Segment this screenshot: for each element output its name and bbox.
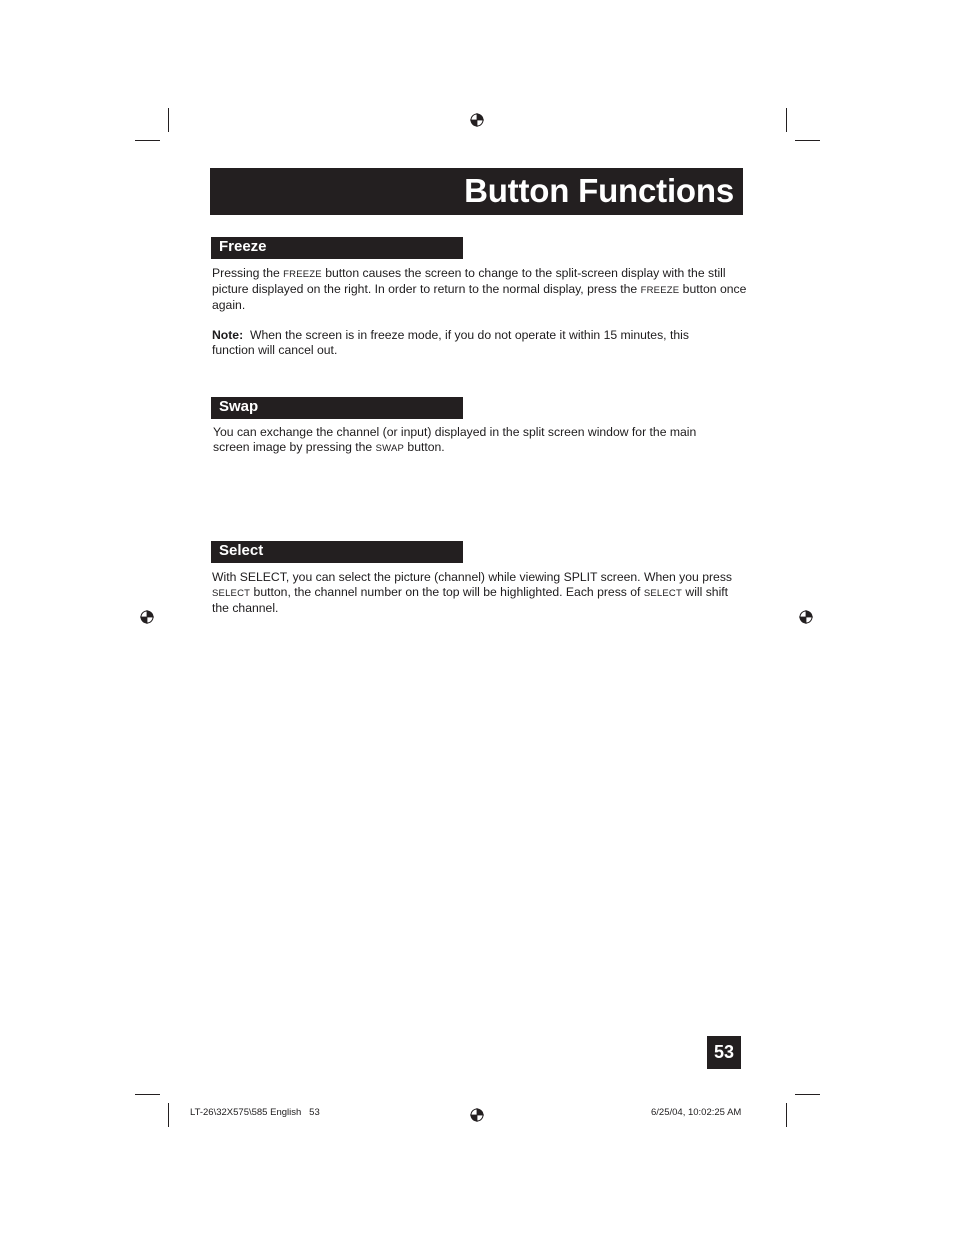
registration-mark-icon — [799, 610, 813, 624]
registration-mark-icon — [470, 113, 484, 127]
page-title-bar — [210, 168, 743, 215]
section-heading-label: Select — [219, 542, 264, 559]
registration-mark-icon — [140, 610, 154, 624]
registration-mark-icon — [470, 1108, 484, 1122]
page-number: 53 — [713, 1042, 735, 1062]
section-heading-freeze — [211, 237, 463, 259]
freeze-description: Pressing the FREEZE button causes the screen to change to the split-screen display with the still picture displayed on the right. In order to return to the normal display, press the FREEZE button once again. — [212, 266, 747, 312]
page-title: Button Functions — [464, 172, 734, 209]
crop-mark-bottom-right-vertical — [786, 1103, 787, 1127]
footer-timestamp: 6/25/04, 10:02:25 AM — [651, 1107, 742, 1118]
freeze-note — [212, 328, 732, 358]
crop-mark-bottom-left-vertical — [168, 1103, 169, 1127]
crop-mark-bottom-left-horizontal — [135, 1094, 160, 1095]
page-number-box — [707, 1036, 741, 1069]
crop-mark-top-left-horizontal — [135, 140, 160, 141]
swap-description: You can exchange the channel (or input) displayed in the split screen window for the main screen image by pressing the SWAP button. — [213, 425, 697, 454]
section-heading-select — [211, 541, 463, 563]
crop-mark-top-right-vertical — [786, 108, 787, 132]
note-label: Note: — [212, 328, 244, 342]
note-text: When the screen is in freeze mode, if you do not operate it within 15 minutes, this function will cancel out. — [212, 328, 689, 357]
section-heading-swap — [211, 397, 463, 419]
crop-mark-top-left-vertical — [168, 108, 169, 132]
crop-mark-bottom-right-horizontal — [795, 1094, 820, 1095]
section-heading-label: Swap — [219, 398, 259, 415]
section-heading-label: Freeze — [219, 238, 267, 255]
select-description: With SELECT, you can select the picture (channel) while viewing SPLIT screen. When you press SELECT button, the channel number on the top will be highlighted. Each press of SELECT will shift the channel. — [212, 570, 733, 615]
footer-file-info: LT-26\32X575\585 English 53 — [190, 1107, 320, 1118]
crop-mark-top-right-horizontal — [795, 140, 820, 141]
